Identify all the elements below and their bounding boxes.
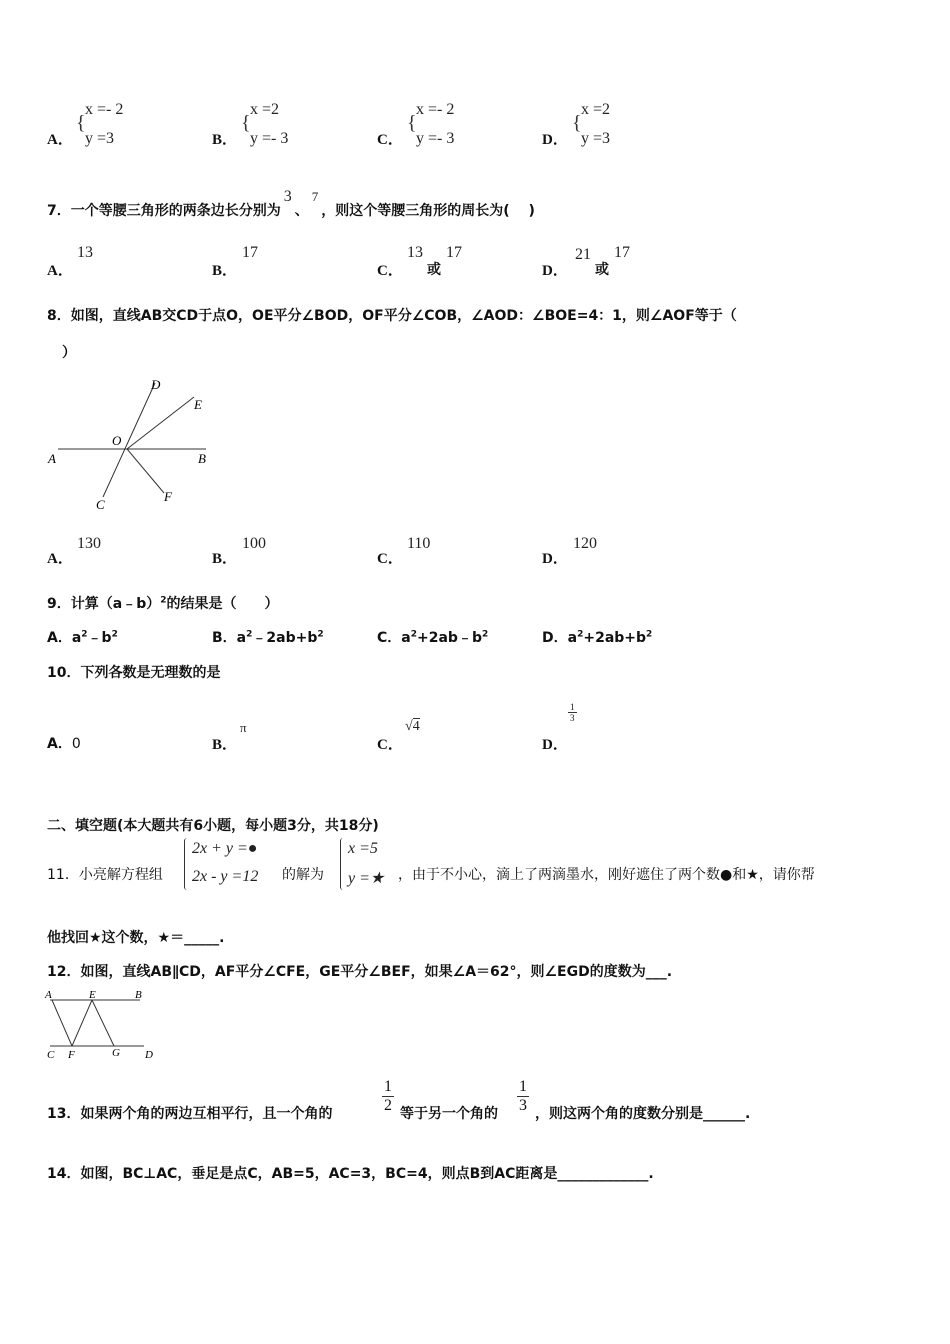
q6-a-y: y =3 [85, 130, 115, 147]
label-g: G [112, 1047, 120, 1059]
q7-d-value: 21 [575, 246, 591, 263]
left-brace-icon [184, 838, 187, 890]
q10-stem: 10．下列各数是无理数的是 [47, 665, 221, 681]
q13-stem-c: ，则这两个角的度数分别是______. [535, 1106, 751, 1122]
q9-option-c: C．$a^2+2ab﹣b^2$ [377, 629, 489, 646]
radical-icon: √ [405, 719, 413, 734]
q7-c-value: 13 [407, 244, 423, 261]
q8-option-a: A． [47, 551, 73, 567]
q6-d-x: x =2 [581, 101, 611, 118]
q12-figure [42, 988, 162, 1063]
segment-fe [72, 1000, 92, 1046]
brace-icon: { [572, 112, 582, 134]
q6-option-d: D． [542, 132, 568, 148]
q6-b-x: x =2 [250, 101, 280, 118]
label-c: C [96, 497, 105, 512]
q7-c-or: 或 [427, 262, 441, 278]
q8-figure [44, 375, 219, 515]
q7-option-d: D． [542, 263, 568, 279]
q9-stem: 9．计算（a﹣b）$^2$的结果是（ ） [47, 595, 279, 612]
q6-b-y: y =- 3 [250, 130, 289, 147]
q13-fraction-1: $\frac{1}{2}$ [384, 1078, 392, 1114]
q10-option-b: B． [212, 737, 238, 753]
q7-c-value2: 17 [446, 244, 462, 261]
label-a: A [45, 989, 52, 1001]
label-c: C [47, 1049, 55, 1061]
q9-option-b: B．$a^2﹣2ab+b^2$ [212, 629, 324, 646]
q8-b-value: 100 [242, 535, 266, 552]
q11-stem-a: 11．小亮解方程组 [47, 867, 163, 883]
q8-option-b: B． [212, 551, 238, 567]
q13-fraction-2: $\frac{1}{3}$ [519, 1078, 527, 1114]
q6-option-c: C． [377, 132, 403, 148]
q7-d-value2: 17 [614, 244, 630, 261]
q8-a-value: 130 [77, 535, 101, 552]
q9-option-d: D．$a^2+2ab+b^2$ [542, 629, 653, 646]
brace-icon: { [407, 112, 417, 134]
q14-stem: 14．如图，BC⊥AC，垂足是点C，AB=5，AC=3，BC=4，则点B到AC距离是_____________. [47, 1166, 654, 1182]
label-d: D [145, 1049, 153, 1061]
q11-sol1: x =5 [348, 840, 378, 857]
q9-option-a: A．$a^2﹣b^2$ [47, 629, 118, 646]
q10-c-sqrt: √4 [405, 719, 420, 734]
label-b: B [135, 989, 142, 1001]
label-e: E [89, 989, 96, 1001]
q8-stem-line2: ） [62, 345, 76, 361]
ray-of [127, 449, 164, 493]
label-e: E [194, 397, 202, 412]
q11-eq1: 2x + y =● [192, 840, 258, 857]
q12-stem: 12．如图，直线AB∥CD，AF平分∠CFE，GE平分∠BEF，如果∠A＝62°，则∠EGD的度数为___. [47, 964, 673, 980]
label-d: D [151, 377, 161, 392]
line-cd [103, 383, 155, 497]
q6-option-b: B． [212, 132, 238, 148]
q6-option-a: A． [47, 132, 73, 148]
brace-icon: { [241, 112, 251, 134]
q8-option-d: D． [542, 551, 568, 567]
left-brace-icon [340, 838, 343, 890]
q7-b-value: 17 [242, 244, 258, 261]
q11-stem-c: ，由于不小心，滴上了两滴墨水，刚好遮住了两个数●和★，请你帮 [398, 867, 815, 883]
q6-a-x: x =- 2 [85, 101, 124, 118]
q10-option-a: A．0 [47, 736, 81, 752]
q10-option-d: D． [542, 737, 568, 753]
q7-option-c: C． [377, 263, 403, 279]
label-o: O [112, 433, 122, 448]
q10-b-pi: π [240, 720, 247, 735]
q7-option-a: A． [47, 263, 73, 279]
q8-d-value: 120 [573, 535, 597, 552]
brace-icon: { [76, 112, 86, 134]
label-a: A [48, 451, 56, 466]
q7-stem: 7．一个等腰三角形的两条边长分别为3、7，则这个等腰三角形的周长为( ) [47, 188, 535, 219]
q8-stem-line1: 8．如图，直线AB交CD于点O，OE平分∠BOD，OF平分∠COB，∠AOD：∠BOE=4：1，则∠AOF等于（ [47, 308, 737, 324]
q13-stem-a: 13．如果两个角的两边互相平行，且一个角的 [47, 1106, 333, 1122]
label-f: F [164, 489, 172, 504]
q10-option-c: C． [377, 737, 403, 753]
q8-c-value: 110 [407, 535, 431, 552]
q13-stem-b: 等于另一个角的 [400, 1106, 498, 1122]
segment-af [52, 1000, 72, 1046]
q11-sol2: y =★ [348, 870, 385, 887]
section2-title: 二、填空题(本大题共有6小题，每小题3分，共18分) [47, 818, 379, 834]
q11-line2: 他找回★这个数，★＝_____. [47, 930, 225, 946]
q6-c-x: x =- 2 [416, 101, 455, 118]
q7-a-value: 13 [77, 244, 93, 261]
q6-d-y: y =3 [581, 130, 611, 147]
q11-eq2: 2x - y =12 [192, 868, 259, 885]
q10-d-fraction: $\frac{1}{3}$ [570, 702, 575, 723]
label-f: F [68, 1049, 75, 1061]
q7-option-b: B． [212, 263, 238, 279]
label-b: B [198, 451, 206, 466]
q7-d-or: 或 [595, 262, 609, 278]
q8-option-c: C． [377, 551, 403, 567]
q6-c-y: y =- 3 [416, 130, 455, 147]
segment-eg [92, 1000, 114, 1046]
q11-stem-b: 的解为 [282, 867, 324, 883]
